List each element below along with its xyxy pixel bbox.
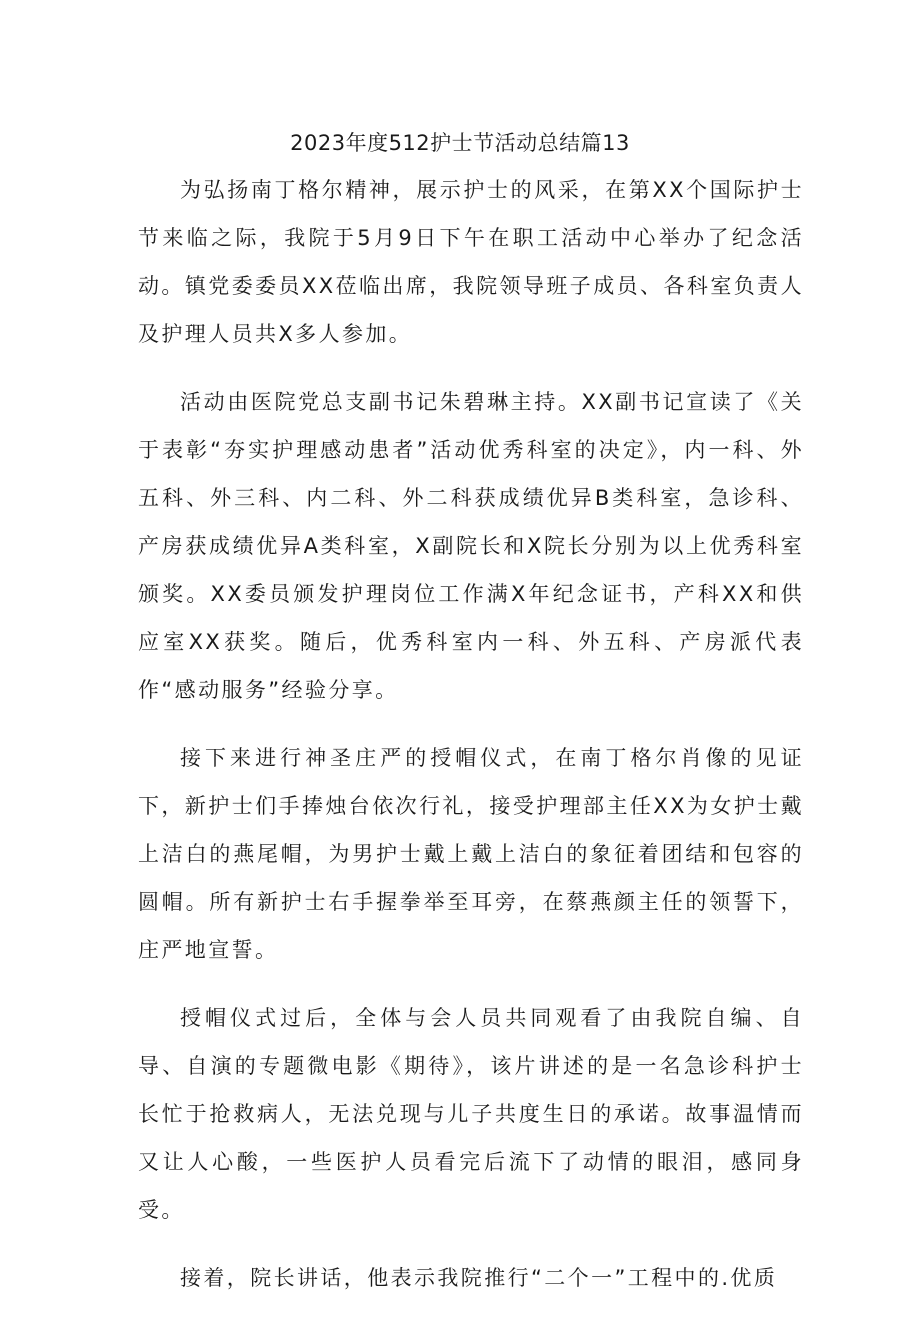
document-title: 2023年度512护士节活动总结篇13: [290, 131, 630, 155]
document-body: [138, 166, 804, 1322]
paragraph-intro: 为弘扬南丁格尔精神，展示护士的风采，在第XX个国际护士节来临之际，我院于5月9日下午在职工活动中心举办了纪念活动。镇党委委员XX莅临出席，我院领导班子成员、各科室负责人及护理人员共X多人参加。: [138, 178, 804, 346]
paragraph-president-speech: 接着，院长讲话，他表示我院推行“二个一”工程中的.优质: [180, 1266, 778, 1290]
paragraph-awards: 活动由医院党总支副书记朱碧琳主持。XX副书记宣读了《关于表彰“夯实护理感动患者”活动优秀科室的决定》，内一科、外五科、外三科、内二科、外二科获成绩优异B类科室，急诊科、产房获成绩优异A类科室，X副院长和X院长分别为以上优秀科室颁奖。XX委员颁发护理岗位工作满X年纪念证书，产科XX和供应室XX获奖。随后，优秀科室内一科、外五科、产房派代表作“感动服务”经验分享。: [138, 390, 804, 702]
paragraph-capping-ceremony: 接下来进行神圣庄严的授帽仪式，在南丁格尔肖像的见证下，新护士们手捧烛台依次行礼，接受护理部主任XX为女护士戴上洁白的燕尾帽，为男护士戴上戴上洁白的象征着团结和包容的圆帽。所有新护士右手握拳举至耳旁，在蔡燕颜主任的领誓下，庄严地宣誓。: [138, 746, 804, 962]
paragraph-micro-film: 授帽仪式过后，全体与会人员共同观看了由我院自编、自导、自演的专题微电影《期待》，该片讲述的是一名急诊科护士长忙于抢救病人，无法兑现与儿子共度生日的承诺。故事温情而又让人心酸，一些医护人员看完后流下了动情的眼泪，感同身受。: [138, 1006, 804, 1222]
